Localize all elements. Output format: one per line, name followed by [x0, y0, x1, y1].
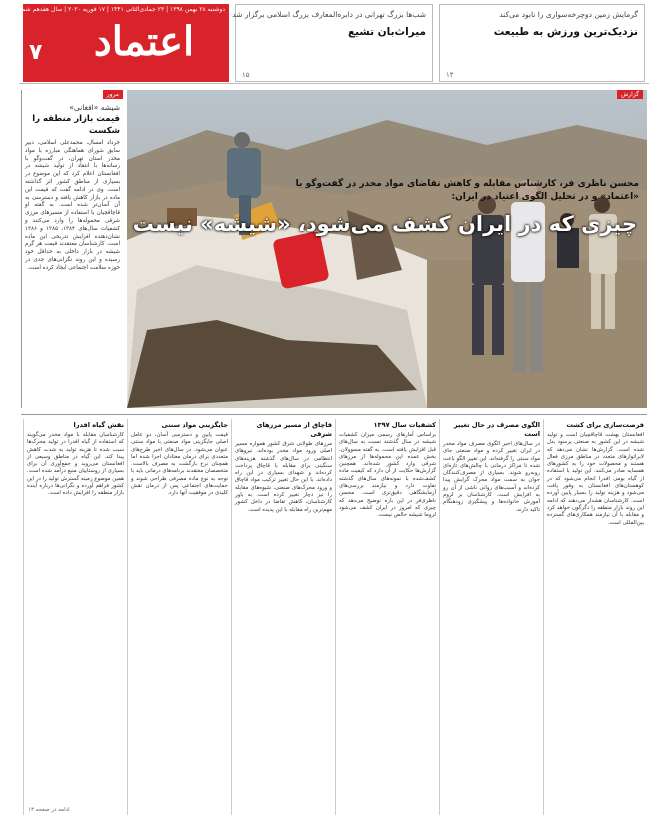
column-subheading: قاچاق از مسیر مرزهای شرقی [256, 421, 332, 438]
feature-kicker: محسن ناظری فر، کارشناس مقابله و کاهش تقاضای مواد مخدر در گفت‌وگو با «اعتماد» و در تحلیل الگوی اعتیاد در ایران: [295, 179, 639, 202]
teaser-page-number: ۱۵ [242, 71, 250, 79]
teaser-page-number: ۱۴ [446, 71, 454, 79]
date-line: دوشنبه ۲۸ بهمن ۱۳۹۸ | ۲۳ جمادی‌الثانی ۱۴۴۱ | ۱۷ فوریه ۲۰۲۰ | سال هفدهم شماره ۴۵۸۸ [0, 6, 225, 13]
teaser-box-cycling[interactable] [439, 4, 645, 82]
column-body: افغانستان بهشت قاچاقچیان است و تولید شیشه در این کشور به صنعتی پرسود بدل شده است. گزارش‌ها نشان می‌دهد که لابراتوارهای متعدد در مناطق مرزی فعال هستند و محصولات خود را به کشورهای همسایه صادر می‌کنند. این تولید با استفاده از گیاه بومی افدرا انجام می‌شود که در کوهستان‌های افغانستان به وفور یافت می‌شود و هزینه تولید را بسیار پایین آورده است. کارشناسان هشدار می‌دهند که ادامه این روند بازار منطقه را دگرگون خواهد کرد و مقابله با آن نیازمند همکاری‌های گسترده بین‌المللی است. [547, 432, 644, 526]
column-body: قیمت پایین و دسترسی آسان، دو عامل اصلی جایگزینی مواد صنعتی با مواد سنتی عنوان می‌شود. در سال‌های اخیر طرح‌های متعددی برای درمان معتادان اجرا شده اما همچنان نرخ بازگشت به مصرف بالاست. متخصصان معتقدند برنامه‌های درمانی باید با توجه به نوع ماده مصرفی طراحی شوند و حمایت‌های اجتماعی پس از درمان نقش کلیدی در موفقیت آنها دارد. [131, 432, 228, 497]
article-column [127, 419, 231, 815]
article-columns [21, 414, 647, 817]
masthead[interactable] [0, 4, 229, 82]
column-body: مرزهای طولانی شرق کشور همواره مسیر اصلی ورود مواد مخدر بوده‌اند. نیروهای انتظامی در سال‌های گذشته هزینه‌های سنگینی برای مقابله با قاچاق پرداخت کرده‌اند و شهدای بسیاری در این راه داده‌اند. با این حال تغییر ترکیب مواد قاچاق و ورود محرک‌های صنعتی، شیوه‌های مقابله را نیز دچار تغییر کرده است. به باور کارشناسان، کاهش تقاضا در داخل کشور مهم‌ترین راه مقابله با این پدیده است. [235, 441, 332, 513]
feature-headline[interactable]: چیزی که در ایران کشف می‌شود، «شیشه» نیست [132, 212, 637, 236]
teaser-box-heritage[interactable] [232, 4, 433, 82]
continued-note[interactable]: ادامه در صفحه ۱۳ [28, 807, 70, 813]
article-column [439, 419, 543, 815]
page-number: ۷ [29, 40, 43, 65]
feature-photo [127, 90, 647, 408]
column-subheading: نقش گیاه افدرا [73, 421, 124, 429]
sidebar-kicker: شیشه «افغانی» [69, 103, 120, 112]
sidebar-article [21, 90, 123, 408]
column-subheading: جایگزینی مواد سنتی [161, 421, 228, 429]
teaser-kicker: شب‌ها بزرگ تهرانی در دایره‌المعارف بزرگ اسلامی برگزار شد [232, 10, 426, 19]
sidebar-title[interactable]: قیمت بازار منطقه را شکست [32, 114, 120, 136]
article-column [23, 419, 127, 815]
newspaper-logo: اعتماد [93, 18, 195, 65]
feature-photo-illustration [127, 90, 647, 408]
column-body: در سال‌های اخیر الگوی مصرف مواد مخدر در ایران تغییر کرده و مواد صنعتی جای مواد سنتی را گرفته‌اند. این تغییر الگو باعث شده تا مراکز درمانی با چالش‌های تازه‌ای روبه‌رو شوند. بسیاری از مصرف‌کنندگان جوان به سمت مواد محرک گرایش پیدا کرده‌اند و آسیب‌های روانی ناشی از آن رو به افزایش است. کارشناسان بر لزوم آموزش خانواده‌ها و پیشگیری زودهنگام تاکید دارند. [443, 441, 540, 513]
teaser-headline[interactable]: نزدیک‌ترین ورزش به طبیعت [493, 26, 638, 38]
article-column [231, 419, 335, 815]
column-subheading: فرصت‌سازی برای کشت [566, 421, 644, 429]
sidebar-section-label: مرور [103, 90, 123, 99]
column-subheading: الگوی مصرف در حال تغییر است [453, 421, 540, 438]
page-header [0, 0, 649, 84]
column-subheading: کشفیات سال ۱۳۹۷ [373, 421, 436, 429]
sidebar-body: خرداد امسال، محمدعلی اسلامی، دبیر سابق شورای هماهنگی مبارزه با مواد مخدر استان تهران، در گفت‌وگو با رسانه‌ها با انتقاد از تولید شیشه در افغانستان اعلام کرد که این موضوع در بسیاری از مناطق کشور اثر گذاشته است. وی در ادامه گفت که قیمت این ماده در بازار کاهش یافته و دسترسی به آن آسان‌تر شده است. به گفته او قاچاقچیان با استفاده از مسیرهای مرزی شرقی محموله‌ها را وارد می‌کنند و کشفیات سال‌های ۱۳۸۴، ۱۳۸۵ و ۱۳۸۶ نشان‌دهنده افزایش تدریجی این ماده است. کارشناسان معتقدند قیمت هر گرم شیشه در بازار داخلی به حداقل خود رسیده و این روند نگرانی‌های جدی در حوزه سلامت اجتماعی ایجاد کرده است. [25, 140, 121, 271]
article-column [543, 419, 647, 815]
column-body: براساس آمارهای رسمی میزان کشفیات شیشه در سال گذشته نسبت به سال‌های قبل افزایش یافته است. به گفته مسوولان، بخش عمده این محموله‌ها از مرزهای شرقی وارد کشور شده‌اند. همچنین گزارش‌ها حکایت از آن دارد که کیفیت ماده کشف‌شده با نمونه‌های سال‌های گذشته تفاوت دارد و نیازمند بررسی‌های آزمایشگاهی دقیق‌تری است. محسن ناظری‌فر در این باره توضیح می‌دهد که چیزی که امروز در ایران کشف می‌شود لزوما شیشه خالص نیست. [339, 432, 436, 519]
feature-section-label: گزارش [617, 90, 643, 99]
teaser-headline[interactable]: میراث‌بان تشیع [347, 26, 426, 38]
column-body: کارشناسان مقابله با مواد مخدر می‌گویند که استفاده از گیاه افدرا در تولید محرک‌ها سبب شده تا هزینه تولید به شدت کاهش پیدا کند. این گیاه در مناطق وسیعی از افغانستان می‌روید و جمع‌آوری آن برای بسیاری از روستاییان منبع درآمد شده است. همین موضوع زمینه گسترش تولید را در این کشور فراهم آورده و نگرانی‌ها درباره آینده بازار منطقه را افزایش داده است. [27, 432, 124, 497]
article-column [335, 419, 439, 815]
teaser-kicker: گرمایش زمین دوچرخه‌سواری را نابود می‌کند [499, 10, 638, 19]
